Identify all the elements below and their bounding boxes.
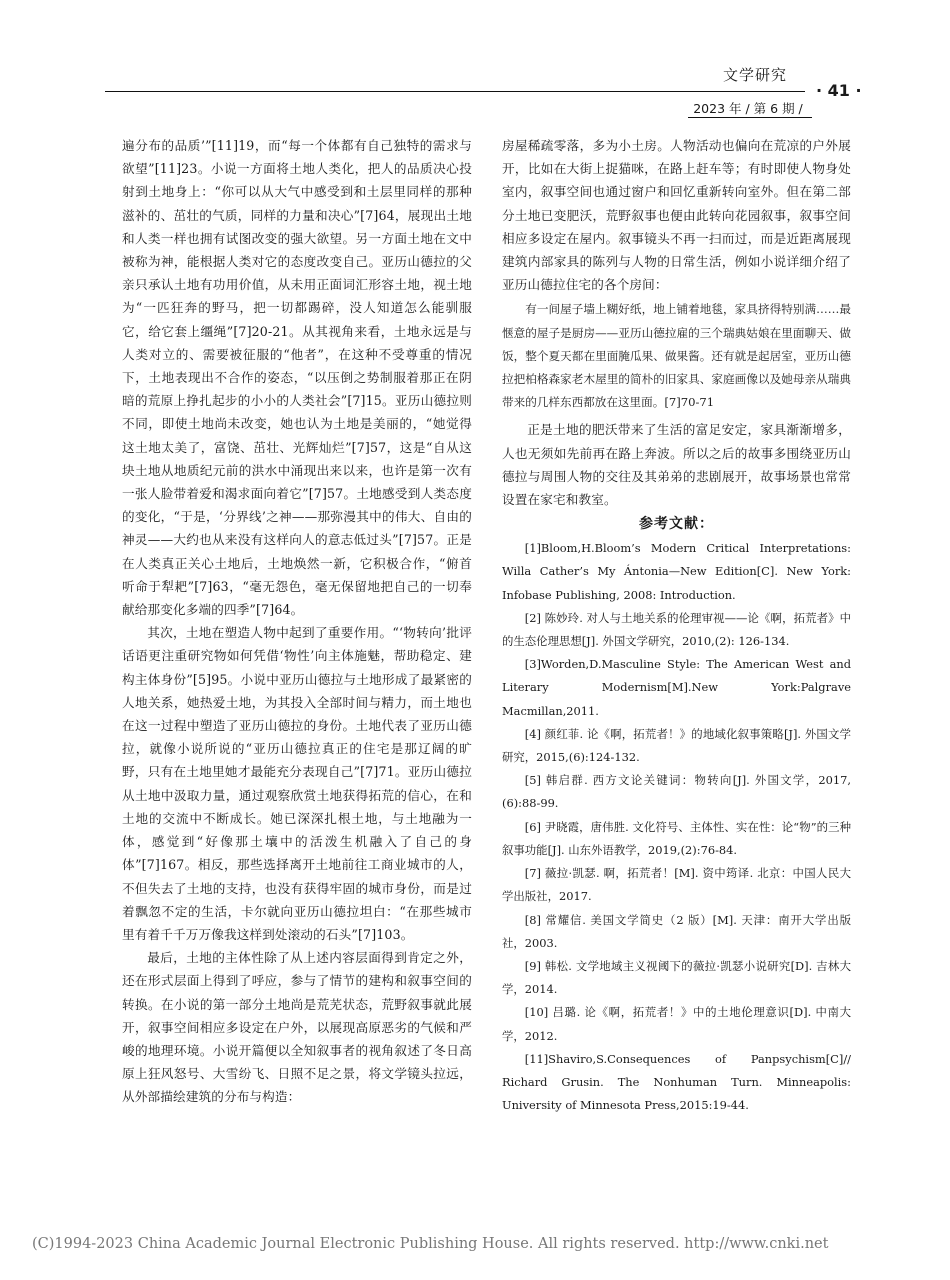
copyright-footer: (C)1994-2023 China Academic Journal Electronic Publishing House. All rights reserved. http://www.cnki.net xyxy=(32,1236,829,1252)
reference-item: [8] 常耀信. 美国文学简史（2 版）[M]. 天津：南开大学出版社，2003. xyxy=(502,912,851,950)
reference-item: [10] 吕璐. 论《啊，拓荒者！》中的土地伦理意识[D]. 中南大学，2012. xyxy=(502,1005,851,1043)
issue-rule xyxy=(688,117,812,118)
body-paragraph: 房屋稀疏零落，多为小土房。人物活动也偏向在荒凉的户外展开，比如在大街上捉猫咪，在路上赶车等；有时即使人物身处室内，叙事空间也通过窗户和回忆重新转向室外。但在第二部分土地已变肥沃，荒野叙事也便由此转向花园叙事，叙事空间相应多设定在屋内。叙事镜头不再一扫而过，而是近距离展现建筑内部家具的陈列与人物的日常生活，例如小说详细介绍了亚历山德拉住宅的各个房间： xyxy=(502,138,851,293)
body-paragraph: 遍分布的品质’”[11]19，而“每一个体都有自己独特的需求与欲望”[11]23。小说一方面将土地人类化，把人的品质决心投射到土地身上：“你可以从大气中感受到和土层里同样的那种滋补的、茁壮的气质，同样的力量和决心”[7]64，展现出土地和人类一样也拥有试图改变的强大欲望。另一方面土地在文中被称为神，能根据人类对它的态度改变自己。亚历山德拉的父亲只承认土地有功用价值，从未用正面词汇形容土地，视土地为“一匹狂奔的野马，把一切都踢碎，没人知道怎么能驯服它，给它套上缰绳”[7]20-21。从其视角来看，土地永远是与人类对立的、需要被征服的“他者”，在这种不受尊重的情况下，土地表现出不合作的姿态，“以压倒之势制服着那正在阴暗的荒原上挣扎起步的小小的人类社会”[7]15。亚历山德拉则不同，即使土地尚未改变，她也认为土地是美丽的，“她觉得这土地太美了，富饶、茁壮、光辉灿烂”[7]57，这是“自从这块土地从地质纪元前的洪水中涌现出来以来，也许是第一次有一张人脸带着爱和渴求面向着它”[7]57。土地感受到人类态度的变化，“于是，‘分界线’之神——那弥漫其中的伟大、自由的神灵——大约也从来没有这样向人的意志低过头”[7]57。正是在人类真正关心土地后，土地焕然一新，它积极合作，“俯首听命于犁耙”[7]63，“毫无怨色，毫无保留地把自己的一切奉献给那变化多端的四季”[7]64。 xyxy=(122,138,472,618)
reference-item: [3]Worden,D.Masculine Style: The American West and Literary Modernism[M].New York:Palgrave Macmillan,2011. xyxy=(502,657,851,718)
body-paragraph: 其次，土地在塑造人物中起到了重要作用。“‘物转向’批评话语更注重研究物如何凭借‘物性’向主体施魅，帮助稳定、建构主体身份”[5]95。小说中亚历山德拉与土地形成了最紧密的人地关系，她热爱土地，为其投入全部时间与精力，而土地也在这一过程中塑造了亚历山德拉的身份。土地代表了亚历山德拉，就像小说所说的“亚历山德拉真正的住宅是那辽阔的旷野，只有在土地里她才最能充分表现自己”[7]71。亚历山德拉从土地中汲取力量，通过观察欣赏土地获得拓荒的信心，在和土地的交流中不断成长。她已深深扎根土地，与土地融为一体，感觉到“好像那土壤中的活泼生机融入了自己的身体”[7]167。相反，那些选择离开土地前往工商业城市的人，不但失去了土地的支持，也没有获得牢固的城市身份，而是过着飘忽不定的生活，卡尔就向亚历山德拉坦白：“在那些城市里有着千千万万像我这样到处滚动的石头”[7]103。 xyxy=(122,625,472,942)
left-column xyxy=(122,134,472,1109)
body-paragraph: 正是土地的肥沃带来了生活的富足安定，家具渐渐增多，人也无须如先前再在路上奔波。所以之后的故事多围绕亚历山德拉与周围人物的交往及其弟弟的悲剧展开，故事场景也常常设置在家宅和教室。 xyxy=(502,422,851,508)
reference-item: [1]Bloom,H.Bloom’s Modern Critical Interpretations: Willa Cather’s My Ántonia—New Edition[C]. New York: Infobase Publishing, 2008: Introduction. xyxy=(502,541,851,602)
references-heading: 参考文献： xyxy=(639,516,714,533)
reference-item: [2] 陈妙玲. 对人与土地关系的伦理审视——论《啊，拓荒者》中的生态伦理思想[J]. 外国文学研究，2010,(2): 126-134. xyxy=(502,610,851,649)
journal-name: 文学研究 xyxy=(722,66,787,84)
block-quote: 有一间屋子墙上糊好纸，地上铺着地毯，家具挤得特别满……最惬意的屋子是厨房——亚历山德拉雇的三个瑞典姑娘在里面聊天、做饭，整个夏天都在里面腌瓜果、做果酱。还有就是起居室，亚历山德拉把柏格森家老木屋里的简朴的旧家具、家庭画像以及她母亲从瑞典带来的几样东西都放在这里面。[7]70-71 xyxy=(502,302,851,410)
right-column xyxy=(502,134,851,1117)
body-paragraph: 最后，土地的主体性除了从上述内容层面得到肯定之外，还在形式层面上得到了呼应，参与了情节的建构和叙事空间的转换。在小说的第一部分土地尚是荒芜状态，荒野叙事就此展开，叙事空间相应多设定在户外，以展现高原恶劣的气候和严峻的地理环境。小说开篇便以全知叙事者的视角叙述了冬日高原上狂风怒号、大雪纷飞、日照不足之景，将文学镜头拉远，从外部描绘建筑的分布与构造： xyxy=(122,950,472,1105)
page-number: · 41 · xyxy=(816,81,862,100)
reference-item: [9] 韩松. 文学地域主义视阈下的薇拉·凯瑟小说研究[D]. 吉林大学，2014. xyxy=(502,958,851,997)
issue-line: 2023 年 / 第 6 期 / xyxy=(693,101,803,116)
reference-item: [7] 薇拉·凯瑟. 啊，拓荒者！[M]. 资中筠译. 北京：中国人民大学出版社，2017. xyxy=(502,866,851,904)
header-rule xyxy=(105,91,805,92)
reference-item: [6] 尹晓霞，唐伟胜. 文化符号、主体性、实在性：论“物”的三种叙事功能[J]. 山东外语教学，2019,(2):76-84. xyxy=(502,819,851,857)
reference-item: [5] 韩启群. 西方文论关键词：物转向[J]. 外国文学，2017,(6):88-99. xyxy=(502,773,851,811)
reference-item: [11]Shaviro,S.Consequences of Panpsychism[C]// Richard Grusin. The Nonhuman Turn. Minneapolis: University of Minnesota Press,2015:19-44. xyxy=(502,1051,851,1113)
reference-item: [4] 颜红菲. 论《啊，拓荒者！》的地域化叙事策略[J]. 外国文学研究，2015,(6):124-132. xyxy=(502,726,851,765)
